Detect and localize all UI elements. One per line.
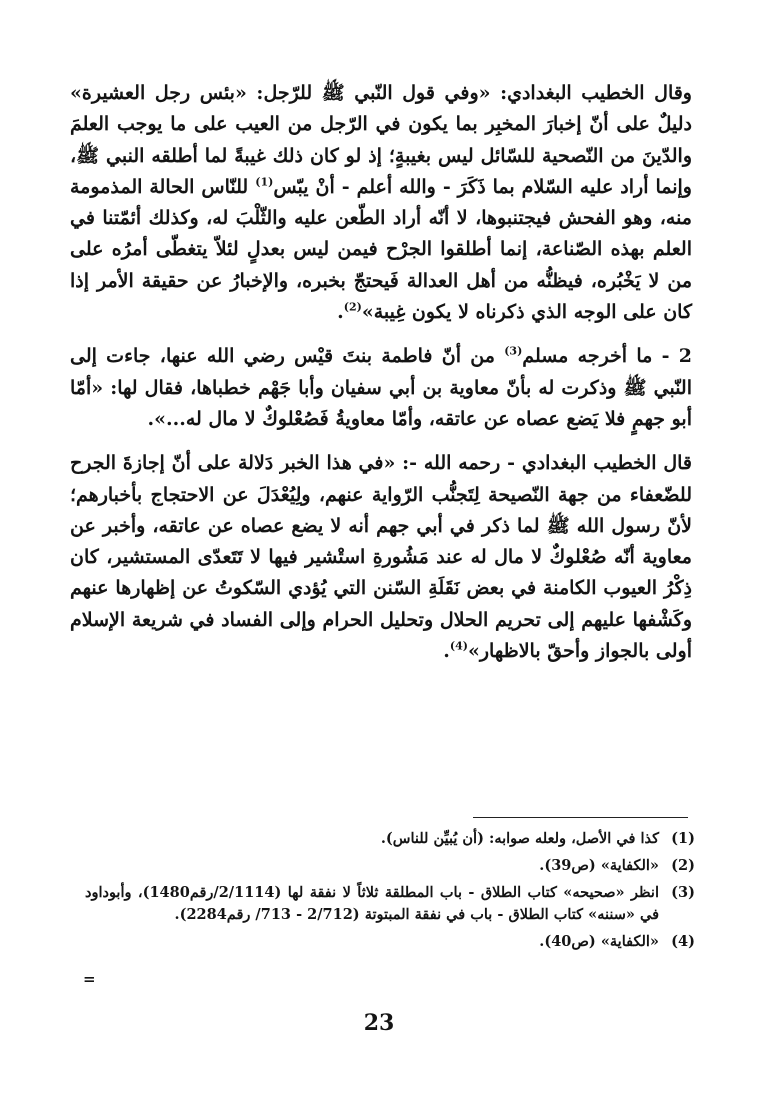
footnote-2 <box>85 855 695 877</box>
footnote-number: (4) <box>671 933 695 950</box>
paragraph-2 <box>70 341 692 435</box>
footnote-4 <box>85 931 695 953</box>
paragraph-1-text-b: للنّاس الحالة المذمومة منه، وهو الفحش فيجتنبوها، لا أنّه أراد الطّعن عليه والثّلْبَ له، وكذلك أئمّتنا في العلم بهذه الصّناعة، إنما أطلقوا الجرْح فيمن ليس بعدلٍ لئلاّ يتغطّى أمرُه على من لا يَخْبُره، فيظنُّه من أهل العدالة فَيحتجّ بخبره، والإخبارُ عن حقيقة الأمر إذا كان على الوجه الذي ذكرناه لا يكون غِيبة» <box>70 175 692 324</box>
main-text <box>70 78 692 667</box>
footnotes <box>85 828 695 958</box>
paragraph-1-text-a: وقال الخطيب البغدادي: «وفي قول النّبي ﷺ للرّجل: «بئس رجل العشيرة» دليلٌ على أنّ إخبارَ المخبِر بما يكون في الرّجل من العيب على ما يوجب العلمَ والدّينَ من النّصحية للسّائل ليس بغيبةٍ؛ إذ لو كان ذلك غيبةً لما أطلقه النبي ﷺ، وإنما أراد عليه السّلام بما ذَكَرَ - والله أعلم - أنْ يبّس <box>70 82 692 198</box>
footnote-separator <box>473 817 688 818</box>
footnote-ref: (3) <box>504 345 523 359</box>
footnote-ref: (4) <box>449 639 468 653</box>
footnote-number: (3) <box>671 884 695 901</box>
paragraph-3: قال الخطيب البغدادي - رحمه الله -: «في هذا الخبر دَلالة على أنّ إجازةَ الجرح للضّعفاء من جهة النّصيحة لِتَجنُّب الرّواية عنهم، ولِيُعْدَلَ عن الاحتجاج بأخبارهم؛ لأنّ رسول الله ﷺ لما ذكر في أبي جهم أنه لا يضع عصاه عن عاتقه، وأخبر عن معاوية أنّه صُعْلوكٌ لا مال له عند مَشُورةِ استْشير فيها لا تَتَعدّى المستشير، كان ذِكْرُ العيوب الكامنة في بعض نَقَلَةِ السّنن التي يُؤدي السّكوتُ عن إظهارها عنهم وكَشْفها عليهم إلى تحريم الحلال وتحليل الحرام وإلى الفساد في شريعة الإسلام أولى بالجواز وأحقّ بالاظهار»$^{(4)}$. <box>70 452 692 663</box>
footnote-text: انظر «صحيحه» كتاب الطلاق - باب المطلقة ثلاثاً لا نفقة لها (2/1114/رقم1480)، وأبوداود في «سننه» كتاب الطلاق - باب في نفقة المبتوتة (2/712 - 713/ رقم2284). <box>85 884 659 923</box>
paragraph-2-text-b: من أنّ فاطمة بنتَ قيْس رضي الله عنها، جاءت إلى النّبي ﷺ وذكرت له بأنّ معاوية بن أبي سفيان وأبا جَهْم خطباها، فقال لها: «أمّا أبو جهمٍ فلا يَضع عصاه عن عاتقه، وأمّا معاويةُ فَصُعْلوكٌ لا مال له...». <box>70 345 692 430</box>
footnote-number: (2) <box>671 857 695 874</box>
footnote-number: (1) <box>671 830 695 847</box>
footnote-text: كذا في الأصل، ولعله صوابه: (أن يُبيِّن للناس). <box>380 830 659 847</box>
paragraph-1: وقال الخطيب البغدادي: «وفي قول النّبي ﷺ للرّجل: «بئس رجل العشيرة» دليلٌ على أنّ إخبارَ المخبِر بما يكون في الرّجل من العيب على ما يوجب العلمَ والدّينَ من النّصحية للسّائل ليس بغيبةٍ؛ إذ لو كان ذلك غيبةً لما أطلقه النبي ﷺ، وإنما أراد عليه السّلام بما ذَكَرَ - والله أعلم - أنْ يبّس$^{(1)}$ للنّاس الحالة المذمومة منه، وهو الفحش فيجتنبوها، لا أنّه أراد الطّعن عليه والثّلْبَ له، وكذلك أئمّتنا في العلم بهذه الصّناعة، إنما أطلقوا الجرْح فيمن ليس بعدلٍ لئلاّ يتغطّى أمرُه على من لا يَخْبُره، فيظنُّه من أهل العدالة فَيحتجّ بخبره، والإخبارُ عن حقيقة الأمر إذا كان على الوجه الذي ذكرناه لا يكون غِيبة»$^{(2)}$. <box>70 82 692 324</box>
continuation-mark: = <box>83 970 96 988</box>
footnote-text: «الكفاية» (ص40). <box>539 933 659 950</box>
footnote-ref: (1) <box>255 175 274 189</box>
footnote-1 <box>85 828 695 850</box>
footnote-text: «الكفاية» (ص39). <box>539 857 659 874</box>
paragraph-2-text-a: 2 - ما أخرجه مسلم <box>522 345 692 368</box>
footnote-3 <box>85 882 695 926</box>
page-number: 23 <box>363 1010 395 1036</box>
paragraph-3-text: قال الخطيب البغدادي - رحمه الله -: «في هذا الخبر دَلالة على أنّ إجازةَ الجرح للضّعفاء من جهة النّصيحة لِتَجنُّب الرّواية عنهم، ولِيُعْدَلَ عن الاحتجاج بأخبارهم؛ لأنّ رسول الله ﷺ لما ذكر في أبي جهم أنه لا يضع عصاه عن عاتقه، وأخبر عن معاوية أنّه صُعْلوكٌ لا مال له عند مَشُورةِ استْشير فيها لا تَتَعدّى المستشير، كان ذِكْرُ العيوب الكامنة في بعض نَقَلَةِ السّنن التي يُؤدي السّكوتُ عن إظهارها عنهم وكَشْفها عليهم إلى تحريم الحلال وتحليل الحرام وإلى الفساد في شريعة الإسلام أولى بالجواز وأحقّ بالاظهار» <box>70 452 692 663</box>
footnote-ref: (2) <box>343 300 362 314</box>
